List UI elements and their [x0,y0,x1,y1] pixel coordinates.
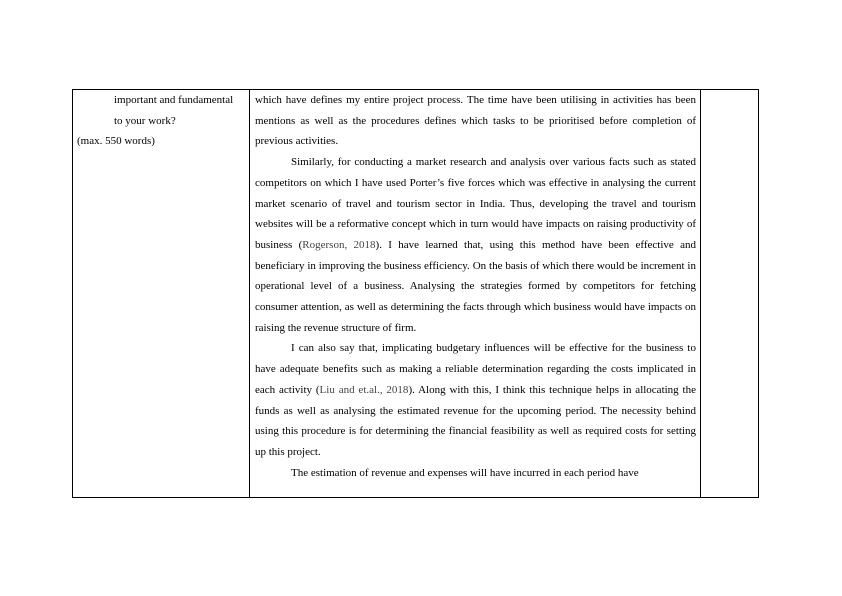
answer-paragraph-2-text-a: Similarly, for conducting a market research and analysis over various facts such as stated competitors on which I have used Porter’s five forces which was effective in analysing the current market scenario of travel and tourism sector in India. Thus, developing the travel and tourism websites will be a reformative concept which in turn would have impacts on raising productivity of business ( [255,156,696,251]
answer-paragraph-3-text-a: I can also say that, implicating budgetary influences will be effective for the business to have adequate benefits such as making a reliable determination regarding the costs implicated in each activity ( [255,342,696,396]
assessment-table [72,89,759,498]
citation-rogerson: Rogerson, 2018 [302,238,376,251]
answer-paragraph-2-text-b: ). I have learned that, using this method have been effective and beneficiary in improving the business efficiency. On the basis of which there would be increment in operational level of a business. Analysing the strategies formed by competitors for fetching consumer attention, as well as determining the facts through which business would have impacts on raising the revenue structure of firm. [255,238,696,334]
answer-paragraph-3 [255,338,696,462]
answer-paragraph-3-text-b: ). Along with this, I think this technique helps in allocating the funds as well as analysing the estimated revenue for the upcoming period. The necessity behind using this procedure is for determining the financial feasibility as well as required costs for setting up this project. [255,383,696,458]
answer-cell [250,90,701,498]
question-cell [73,90,250,498]
question-text-line-1: important and fundamental [114,94,234,106]
answer-paragraph-1: which have defines my entire project process. The time have been utilising in activities has been mentions as well as the procedures defines which tasks to be prioritised before completion of previous activities. [255,94,696,148]
word-limit-note: (max. 550 words) [77,135,155,148]
table-row [73,90,759,498]
citation-liu: Liu and et.al., 2018 [319,383,409,396]
question-text-line-2: to your work? [114,114,176,127]
answer-paragraph-2 [255,152,696,338]
marks-cell [701,90,759,498]
answer-paragraph-4: The estimation of revenue and expenses will have incurred in each period have [291,466,639,479]
